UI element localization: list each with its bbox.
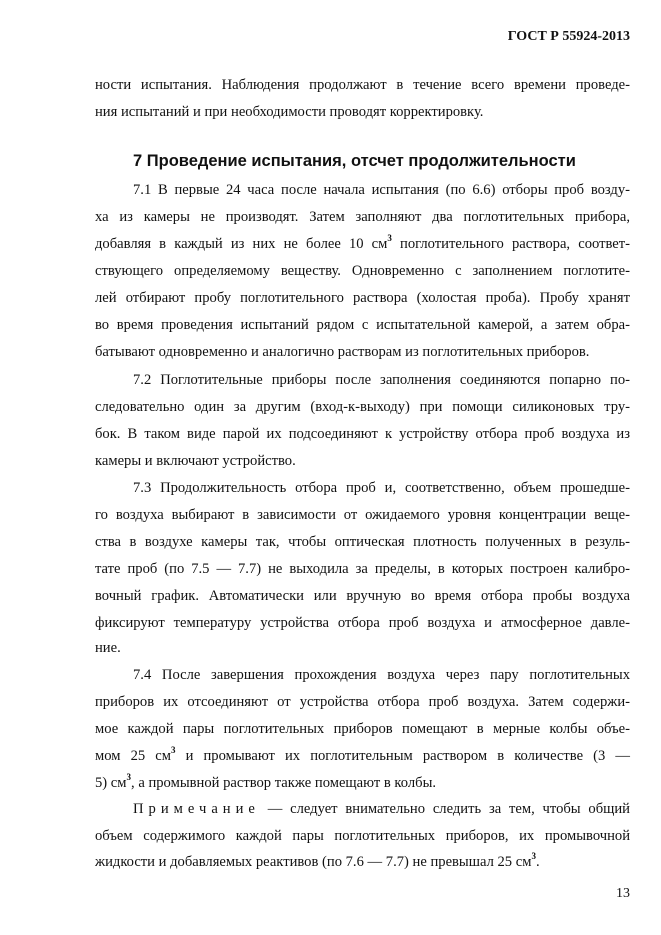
text-segment: камеры и включают устройство. — [95, 453, 296, 469]
text-line — [95, 533, 630, 551]
text-line — [95, 398, 630, 416]
text-line — [133, 800, 630, 818]
text-segment: 7.4 После завершения прохождения воздуха через пару поглотительных — [133, 667, 630, 683]
text-line — [95, 587, 630, 605]
text-segment: батывают одновременно и аналогично растворам из поглотительных приборов. — [95, 344, 590, 360]
text-line — [95, 720, 630, 738]
text-line — [95, 639, 630, 657]
text-segment: ности испытания. Наблюдения продолжают в течение всего времени проведе- — [95, 77, 630, 93]
text-segment: Примечание — [133, 801, 260, 817]
text-line — [95, 76, 630, 94]
text-segment: ства в воздухе камеры так, чтобы оптическая плотность полученных в резуль- — [95, 534, 630, 550]
text-segment: во время проведения испытаний рядом с испытательной камерой, а затем обра- — [95, 317, 630, 333]
text-segment: — следует внимательно следить за тем, чтобы общий — [259, 801, 630, 817]
text-line — [95, 235, 630, 253]
text-line — [95, 452, 630, 470]
text-line — [95, 425, 630, 443]
text-segment: го воздуха выбирают в зависимости от ожидаемого уровня концентрации веще- — [95, 507, 630, 523]
text-segment: мом 25 см — [95, 748, 171, 764]
text-line — [95, 262, 630, 280]
text-line — [95, 208, 630, 226]
superscript: 3 — [531, 851, 536, 861]
text-segment: добавляя в каждый из них не более 10 см — [95, 236, 388, 252]
text-segment: приборов их отсоединяют от устройства отбора проб воздуха. Затем содержи- — [95, 694, 630, 710]
text-segment: бок. В таком виде парой их подсоединяют к устройству отбора проб воздуха из — [95, 426, 630, 442]
text-line — [95, 827, 630, 845]
text-segment: и промывают их поглотительным раствором в количестве (3 — — [175, 748, 630, 764]
text-line — [95, 747, 630, 765]
superscript: 3 — [126, 772, 132, 782]
text-line — [95, 343, 630, 361]
text-line — [133, 479, 630, 497]
text-segment: , а промывной раствор также помещают в колбы. — [131, 775, 437, 791]
text-segment: тате проб (по 7.5 — 7.7) не выходила за пределы, в которых построен калибро- — [95, 561, 630, 577]
text-segment: ния испытаний и при необходимости проводят корректировку. — [95, 104, 484, 120]
text-segment: мое каждой пары поглотительных приборов помещают в мерные колбы объе- — [95, 721, 630, 737]
text-line — [133, 181, 630, 199]
text-segment: . — [535, 854, 540, 870]
text-line — [95, 506, 630, 524]
text-line — [95, 103, 630, 121]
text-segment: жидкости и добавляемых реактивов (по 7.6 — 7.7) не превышал 25 см — [95, 854, 532, 870]
text-line — [95, 316, 630, 334]
text-line — [95, 289, 630, 307]
text-segment: ние. — [95, 640, 121, 656]
text-line — [95, 560, 630, 578]
text-segment: 7.1 В первые 24 часа после начала испытания (по 6.6) отборы проб возду- — [133, 182, 630, 198]
section-heading: 7 Проведение испытания, отсчет продолжительности — [133, 152, 576, 170]
document-header: ГОСТ Р 55924-2013 — [507, 29, 630, 44]
text-segment: 7.2 Поглотительные приборы после заполнения соединяются попарно по- — [133, 372, 630, 388]
text-segment: поглотительного раствора, соответ- — [391, 236, 630, 252]
text-segment: 5) см — [95, 775, 127, 791]
text-segment: ха из камеры не производят. Затем заполняют два поглотительных прибора, — [95, 209, 630, 225]
superscript: 3 — [387, 233, 392, 243]
text-line — [95, 853, 630, 871]
text-line — [95, 774, 630, 792]
superscript: 3 — [170, 745, 176, 755]
text-line — [133, 666, 630, 684]
text-segment: лей отбирают пробу поглотительного раствора (холостая проба). Пробу хранят — [95, 290, 630, 306]
text-line — [133, 371, 630, 389]
text-segment: ствующего определяемому веществу. Одновременно с заполнением поглотите- — [95, 263, 630, 279]
text-segment: следовательно один за другим (вход-к-выходу) при помощи силиконовых тру- — [95, 399, 630, 415]
text-segment: объем содержимого каждой пары поглотительных приборов, их промывочной — [95, 828, 630, 844]
text-line — [95, 693, 630, 711]
page-number: 13 — [616, 886, 630, 901]
text-segment: 7.3 Продолжительность отбора проб и, соответственно, объем прошедше- — [133, 480, 630, 496]
text-line — [95, 614, 630, 632]
text-segment: вочный график. Автоматически или вручную во время отбора пробы воздуха — [95, 588, 630, 604]
text-segment: фиксируют температуру устройства отбора проб воздуха и атмосферное давле- — [95, 615, 630, 631]
